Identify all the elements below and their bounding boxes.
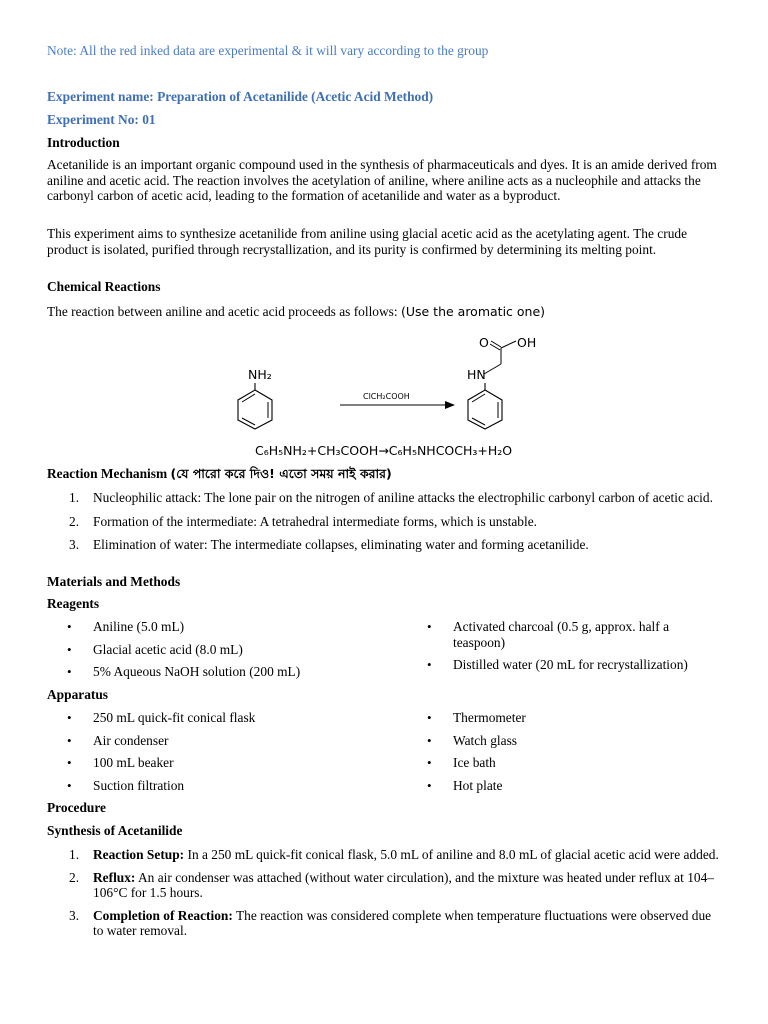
reaction-hint: (Use the aromatic one): [400, 304, 546, 319]
product-oh-label: OH: [517, 335, 537, 350]
materials-heading: Materials and Methods: [47, 574, 181, 589]
product-ring: [468, 390, 502, 429]
list-item: • Hot plate: [407, 778, 723, 794]
list-item: • Watch glass: [407, 733, 723, 749]
apparatus-left-list: [47, 710, 407, 793]
note: Note: All the red inked data are experimental & it will vary according to the group: [47, 43, 489, 58]
procedure-heading: Procedure: [47, 800, 107, 815]
experiment-name: Experiment name: Preparation of Acetanilide (Acetic Acid Method): [47, 89, 434, 104]
apparatus-right-list: [407, 710, 723, 793]
list-item: • 5% Aqueous NaOH solution (200 mL): [47, 664, 407, 680]
introduction-paragraph-2: This experiment aims to synthesize acetanilide from aniline using glacial acetic acid as the acetylating agent. The crude product is isolated, purified through recrystallization, and its purity is confirmed by determining its melting point.: [47, 226, 688, 257]
mechanism-heading: Reaction Mechanism: [47, 466, 168, 481]
introduction-heading: Introduction: [47, 135, 120, 150]
product-o-label: O: [479, 335, 489, 350]
list-item: 2. Formation of the intermediate: A tetrahedral intermediate forms, which is unstable.: [69, 513, 537, 529]
mechanism-heading-row: [47, 466, 392, 486]
mechanism-steps: [47, 490, 727, 553]
experiment-number: Experiment No: 01: [47, 112, 156, 127]
reagent-label: ClCH₂COOH: [363, 392, 410, 401]
synthesis-heading: Synthesis of Acetanilide: [47, 823, 183, 838]
introduction-paragraph-1: Acetanilide is an important organic compound used in the synthesis of pharmaceuticals and dyes. It is an amide derived from aniline and acetic acid. The reaction involves the acetylation of aniline, where aniline acts as a nucleophile and attacks the carbonyl carbon of acetic acid, leading to the formation of acetanilide and water as a byproduct.: [47, 157, 717, 204]
reagents-heading: Reagents: [47, 596, 100, 611]
apparatus-heading: Apparatus: [47, 687, 109, 702]
list-item: • 100 mL beaker: [47, 755, 407, 771]
list-item: 3. Elimination of water: The intermediate collapses, eliminating water and forming acetanilide.: [69, 537, 589, 553]
list-item: 1. Nucleophilic attack: The lone pair on the nitrogen of aniline attacks the electrophilic carbonyl carbon of acetic acid.: [69, 490, 713, 505]
list-item: • 250 mL quick-fit conical flask: [47, 710, 407, 726]
list-item: • Aniline (5.0 mL): [47, 619, 407, 635]
chemical-reactions-heading: Chemical Reactions: [47, 279, 161, 294]
reaction-intro-text: The reaction between aniline and acetic acid proceeds as follows:: [47, 304, 398, 319]
reagents-right-list: [407, 619, 723, 673]
reagents-left-list: [47, 619, 407, 680]
product-hn-label: HN: [467, 367, 486, 382]
aniline-ring: [238, 390, 272, 429]
list-item: • Activated charcoal (0.5 g, approx. half a teaspoon): [407, 619, 723, 650]
list-item: 1. Reaction Setup: In a 250 mL quick-fit conical flask, 5.0 mL of aniline and 8.0 mL of glacial acetic acid were added.: [69, 847, 719, 862]
aniline-nh2-label: NH₂: [248, 367, 272, 382]
list-item: • Glacial acetic acid (8.0 mL): [47, 642, 407, 658]
reaction-intro: [47, 304, 545, 320]
list-item: • Air condenser: [47, 733, 407, 749]
mechanism-heading-note: (যে পারো করে দিও! এতো সময় নাই করার): [170, 466, 392, 481]
reaction-diagram: [217, 330, 537, 430]
list-item: 3. Completion of Reaction: The reaction was considered complete when temperature fluctuations were observed due to water removal.: [69, 907, 712, 939]
procedure-steps: [47, 847, 723, 939]
list-item: 2. Reflux: An air condenser was attached (without water circulation), and the mixture was heated under reflux at 104–106°C for 1.5 hours.: [69, 869, 714, 901]
list-item: • Suction filtration: [47, 778, 407, 794]
list-item: • Thermometer: [407, 710, 723, 726]
list-item: • Distilled water (20 mL for recrystallization): [407, 657, 723, 673]
list-item: • Ice bath: [407, 755, 723, 771]
chemical-equation: C₆H₅NH₂+CH₃COOH→C₆H₅NHCOCH₃+H₂O: [255, 443, 513, 458]
